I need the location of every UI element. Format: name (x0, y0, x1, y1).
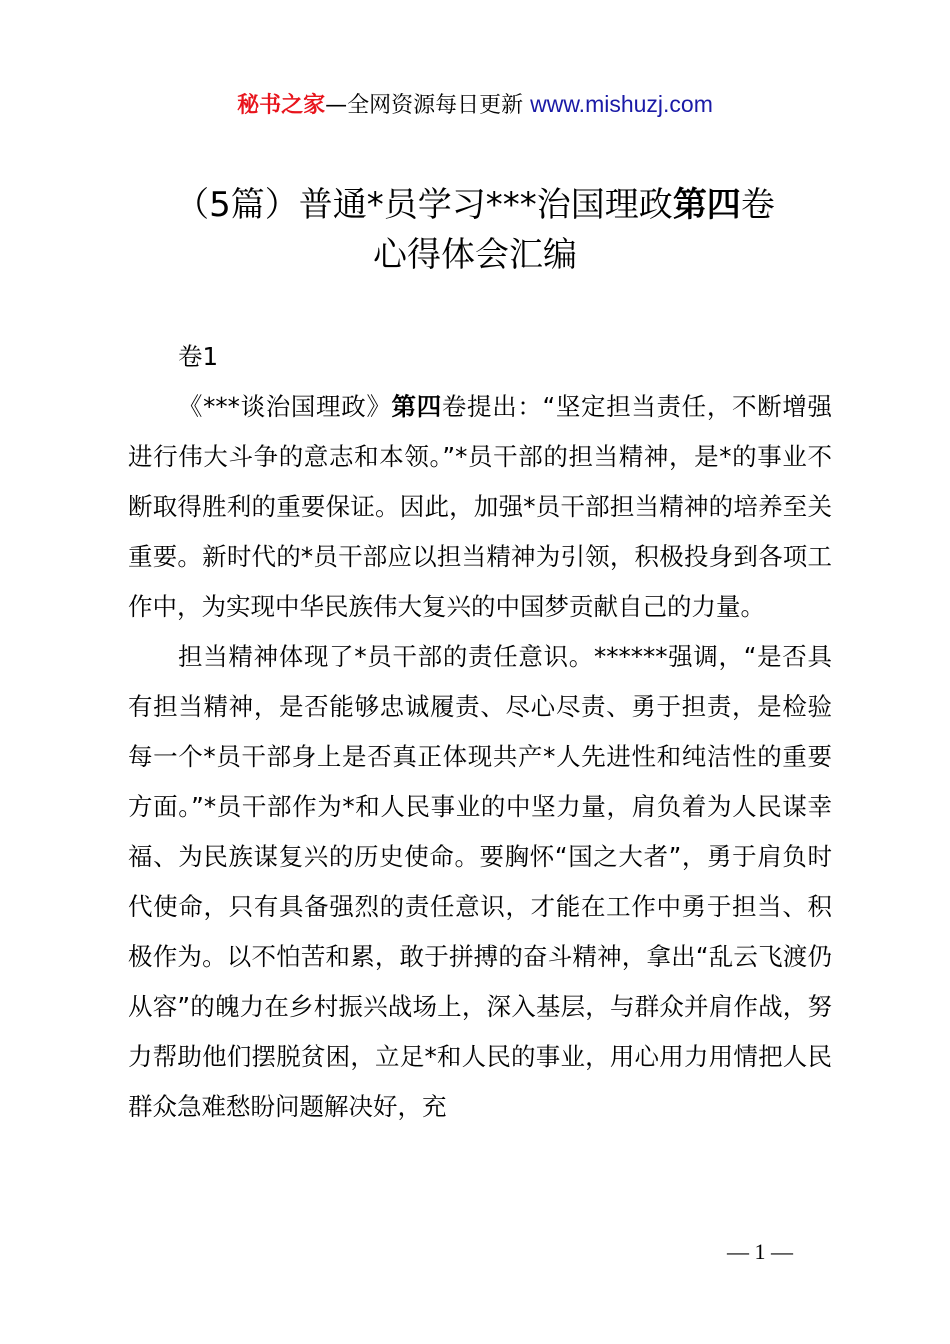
section-label: 卷1 (178, 342, 219, 371)
paragraph-1-bold: 第四 (391, 392, 442, 421)
title-line-1-pre: （5篇）普通*员学习***治国理政 (175, 185, 673, 225)
title-line-1-post: 卷 (740, 185, 775, 225)
title-line-1-bold: 第四 (672, 185, 741, 225)
header-slogan: —全网资源每日更新 (325, 93, 531, 118)
page-number: — 1 — (727, 1239, 793, 1264)
document-title (0, 180, 950, 280)
paragraph-2: 担当精神体现了*员干部的责任意识。******强调，“是否具有担当精神，是否能够忠诚履责、尽心尽责、勇于担责，是检验每一个*员干部身上是否真正体现共产*人先进性和纯洁性的重要方面。”*员干部作为*和人民事业的中坚力量，肩负着为人民谋幸福、为民族谋复兴的历史使命。要胸怀“国之大者”，勇于肩负时代使命，只有具备强烈的责任意识，才能在工作中勇于担当、积极作为。以不怕苦和累，敢于拼搏的奋斗精神，拿出“乱云飞渡仍从容”的魄力在乡村振兴战场上，深入基层，与群众并肩作战，努力帮助他们摆脱贫困，立足*和人民的事业，用心用力用情把人民群众急难愁盼问题解决好，充 (128, 642, 832, 1121)
title-line-2: 心得体会汇编 (373, 235, 577, 275)
paragraph-1 (128, 382, 832, 632)
paragraph-1-post: 卷提出：“坚定担当责任，不断增强进行伟大斗争的意志和本领。”*员干部的担当精神，是*的事业不断取得胜利的重要保证。因此，加强*员干部担当精神的培养至关重要。新时代的*员干部应以担当精神为引领，积极投身到各项工作中，为实现中华民族伟大复兴的中国梦贡献自己的力量。 (128, 392, 832, 621)
site-url[interactable]: www.mishuzj.com (530, 91, 713, 117)
document-body (128, 332, 832, 1132)
site-header (0, 86, 950, 124)
paragraph-1-pre: 《***谈治国理政》 (178, 392, 392, 421)
title-line-1 (0, 180, 950, 230)
brand-name: 秘书之家 (237, 93, 326, 118)
